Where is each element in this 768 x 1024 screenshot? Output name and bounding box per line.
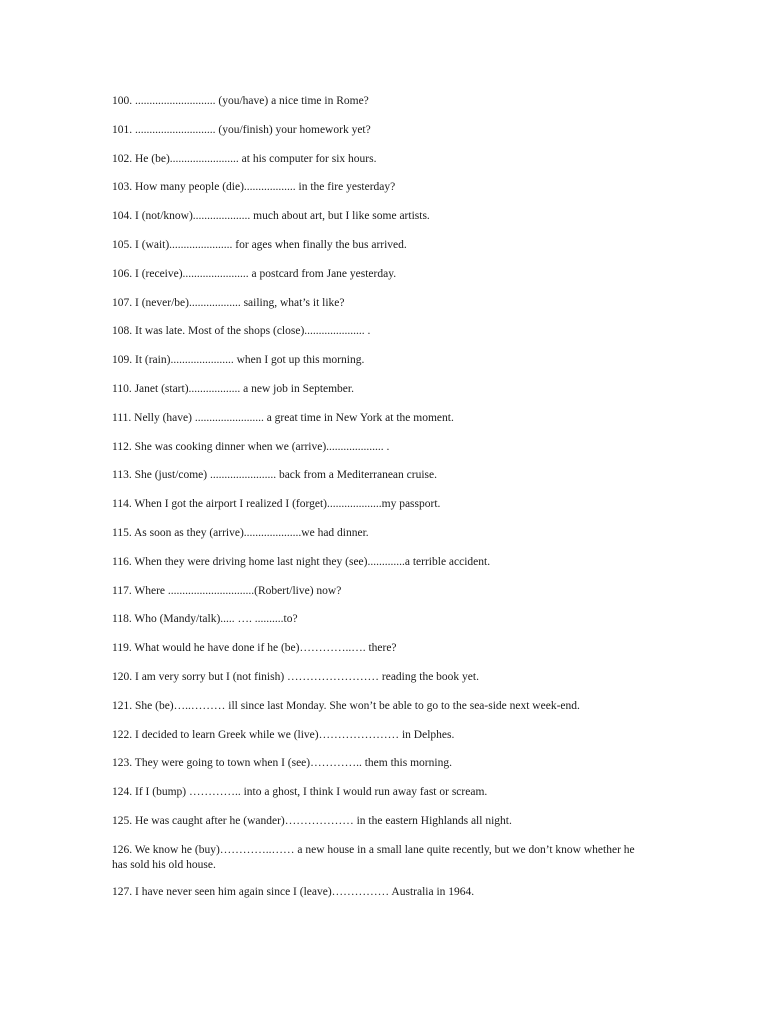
exercise-item-100: 100. ............................ (you/have) a nice time in Rome? bbox=[112, 95, 369, 107]
exercise-item-107: 107. I (never/be).................. sailing, what’s it like? bbox=[112, 296, 345, 309]
exercise-item-125: 125. He was caught after he (wander)……………… in the eastern Highlands all night. bbox=[112, 814, 512, 827]
exercise-list bbox=[112, 94, 672, 914]
exercise-item-122: 122. I decided to learn Greek while we (live)………………… in Delphes. bbox=[112, 728, 455, 741]
exercise-item-114: 114. When I got the airport I realized I (forget)...................my passport. bbox=[112, 498, 441, 511]
exercise-item-108: 108. It was late. Most of the shops (close)..................... . bbox=[112, 325, 371, 338]
exercise-item-119: 119. What would he have done if he (be)…………..…. there? bbox=[112, 642, 397, 655]
exercise-item-103: 103. How many people (die).................. in the fire yesterday? bbox=[112, 181, 396, 194]
exercise-item-120: 120. I am very sorry but I (not finish) …………………… reading the book yet. bbox=[112, 670, 479, 683]
exercise-item-117: 117. Where ..............................(Robert/live) now? bbox=[112, 584, 342, 597]
exercise-item-121: 121. She (be)…..……… ill since last Monday. She won’t be able to go to the sea-side next week-end. bbox=[112, 699, 580, 712]
exercise-item-104: 104. I (not/know).................... much about art, but I like some artists. bbox=[112, 210, 430, 223]
exercise-item-118: 118. Who (Mandy/talk)..... …. ..........to? bbox=[112, 613, 298, 626]
exercise-item-115: 115. As soon as they (arrive)....................we had dinner. bbox=[112, 526, 369, 539]
exercise-item-110: 110. Janet (start).................. a new job in September. bbox=[112, 382, 354, 395]
exercise-item-112: 112. She was cooking dinner when we (arrive).................... . bbox=[112, 440, 390, 453]
exercise-item-109: 109. It (rain)...................... when I got up this morning. bbox=[112, 354, 365, 367]
exercise-item-102: 102. He (be)........................ at his computer for six hours. bbox=[112, 152, 377, 165]
exercise-item-101: 101. ............................ (you/finish) your homework yet? bbox=[112, 123, 371, 136]
exercise-item-111: 111. Nelly (have) ........................ a great time in New York at the moment. bbox=[112, 411, 454, 424]
exercise-item-123: 123. They were going to town when I (see)………….. them this morning. bbox=[112, 757, 452, 770]
exercise-item-126: 126. We know he (buy)…………..…… a new house in a small lane quite recently, but we don’t know whether he has sold his old house. bbox=[112, 843, 635, 871]
exercise-item-105: 105. I (wait)...................... for ages when finally the bus arrived. bbox=[112, 238, 407, 251]
exercise-item-124: 124. If I (bump) ………….. into a ghost, I think I would run away fast or scream. bbox=[112, 786, 488, 799]
exercise-item-127: 127. I have never seen him again since I (leave)…………… Australia in 1964. bbox=[112, 885, 475, 898]
exercise-item-113: 113. She (just/come) ....................... back from a Mediterranean cruise. bbox=[112, 469, 437, 482]
exercise-item-106: 106. I (receive)....................... a postcard from Jane yesterday. bbox=[112, 267, 397, 280]
exercise-item-116: 116. When they were driving home last night they (see).............a terrible accident. bbox=[112, 555, 491, 568]
